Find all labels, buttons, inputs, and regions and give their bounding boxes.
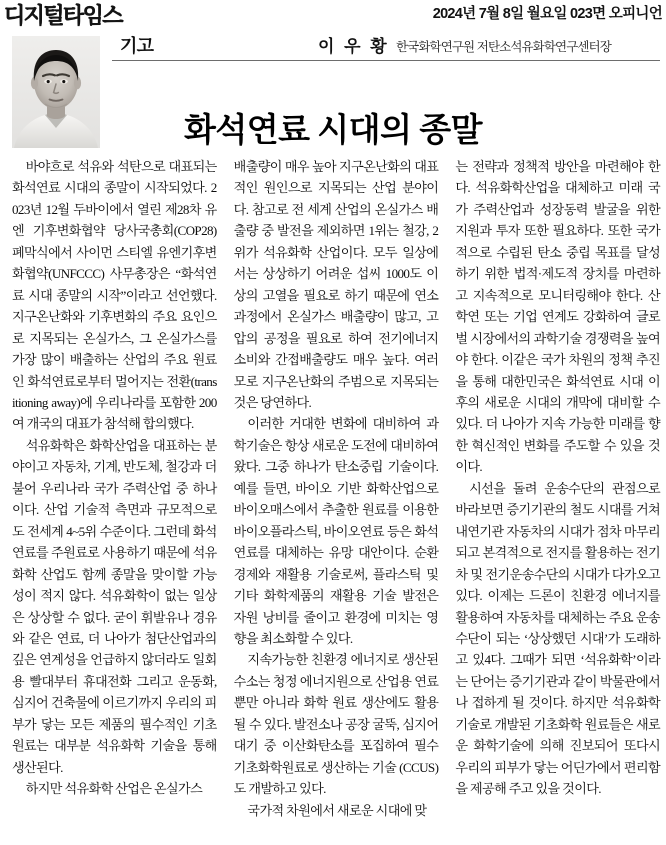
paragraph: 석유화학은 화학산업을 대표하는 분야이고 자동차, 기계, 반도체, 철강과 더불어 우리나라 국가 주력산업 중 하나이다. 산업 기술적 측면과 규모적으로도 전세계 4~5위 수준이다. 그런데 화석연료를 주원료로 사용하기 때문에 석유화학 산업도 함께 종말을 맞이할 가능성이 적지 않다. 석유화학이 없는 일상은 상상할 수 없다. 굳이 휘발유나 경유와 같은 연료, 더 나아가 첨단산업과의 깊은 연계성을 언급하지 않더라도 일회용 빨대부터 휴대전화 그리고 운동화, 심지어 건축물에 이르기까지 우리의 피부가 닿는 모든 제품의 필수적인 기초원료는 대부분 석유화학 기술을 통해 생산된다.: [12, 437, 217, 775]
paragraph: 이러한 거대한 변화에 대비하여 과학기술은 항상 새로운 도전에 대비하여 왔다. 그중 하나가 탄소중립 기술이다. 예를 들면, 바이오 기반 화학산업으로 바이오매스에서 추출한 원료를 이용한 바이오플라스틱, 바이오연료 등은 화석연료를 대체하는 유망 대안이다. 순환 경제와 재활용 기술로써, 플라스틱 및 기타 화학제품의 재활용 기술 발전은 자원 낭비를 줄이고 환경에 미치는 영향을 최소화할 수 있다.: [233, 416, 439, 646]
dateline: 2024년 7월 8일 월요일 023면 오피니언: [432, 6, 662, 22]
paragraph: 배출량이 매우 높아 지구온난화의 대표적인 원인으로 지목되는 산업 분야이다. 참고로 전 세계 산업의 온실가스 배출량 중 발전을 제외하면 1위는 철강, 2위가 석유화학 산업이다. 모두 일상에서는 상상하기 어려운 섭씨 1000도 이상의 고열을 필요로 하기 때문에 연소 과정에서 온실가스 배출량이 많고, 고압의 공정을 필요로 하여 전기에너지 소비와 간접배출량도 매우 높다. 여러모로 지구온난화의 주범으로 지목되는 것은 당연하다.: [233, 159, 439, 410]
article-column-3: [455, 156, 660, 836]
article-body: [12, 156, 660, 836]
paragraph: 는 전략과 정책적 방안을 마련해야 한다. 석유화학산업을 대체하고 미래 국가 주력산업과 성장동력 발굴을 위한 지원과 투자 또한 필요하다. 또한 국가적으로 수립된 탄소 중립 목표를 달성하기 위한 법적·제도적 장치를 마련하고 지속적으로 모니터링해야 한다. 산학연 또는 기업 연계도 강화하여 글로벌 시장에서의 과학기술 경쟁력을 높여야 한다. 이같은 국가 차원의 정책 추진을 통해 대한민국은 화석연료 시대 이후의 새로운 시대의 개막에 대비할 수 있다. 더 나아가 지속 가능한 미래를 향한 혁신적인 변화를 주도할 수 있을 것이다.: [455, 159, 661, 475]
newspaper-logo[interactable]: 디지털타임스: [4, 3, 122, 28]
article-kind-label: 기고: [120, 36, 154, 56]
masthead: [0, 0, 666, 28]
paragraph: 국가적 차원에서 새로운 시대에 맞: [247, 802, 427, 818]
article-column-2: [234, 156, 439, 836]
author-name: 이 우 황: [318, 37, 390, 56]
paragraph: 바야흐로 석유와 석탄으로 대표되는 화석연료 시대의 종말이 시작되었다. 2023년 12월 두바이에서 열린 제28차 유엔 기후변화협약 당사국총회(COP28) 폐막식에서 사이먼 스티엘 유엔기후변화협약(UNFCCC) 사무총장은 “화석연료 시대 종말의 시작”이라고 선언했다. 지구온난화와 기후변화의 주요 요인으로 지목되는 온실가스, 그 온실가스를 가장 많이 배출하는 산업의 주요 원료인 화석연료로부터 멀어지는 전환(transitioning away)에 우리나라를 포함한 200여 개국의 대표가 참석해 합의했다.: [12, 159, 217, 432]
byline-divider: [112, 60, 660, 61]
paragraph: 하지만 석유화학 산업은 온실가스: [25, 781, 203, 797]
paragraph: 지속가능한 친환경 에너지로 생산된 수소는 청정 에너지원으로 산업용 연료뿐만 아니라 화학 원료 생산에도 활용될 수 있다. 발전소나 공장 굴뚝, 심지어 대기 중 이산화탄소를 포집하여 필수 기초화학원료로 생산하는 기술 (CCUS)도 개발하고 있다.: [233, 652, 439, 797]
author-affiliation: 한국화학연구원 저탄소석유화학연구센터장: [396, 40, 611, 54]
article-column-1: [12, 156, 217, 836]
page-title: 화석연료 시대의 종말: [184, 113, 482, 150]
paragraph: 시선을 돌려 운송수단의 관점으로 바라보면 증기기관의 철도 시대를 거쳐 내연기관 자동차의 시대가 점차 마무리되고 본격적으로 전지를 활용하는 전기차 및 전기운송수단의 시대가 다가오고 있다. 이제는 드론이 친환경 에너지를 활용하여 자동차를 대체하는 주요 운송수단이 되는 ‘상상했던 시대’가 도래하고 있4다. 그때가 되면 ‘석유화학’이라는 단어는 증기기관과 같이 박물관에서나 접하게 될 것이다. 하지만 석유화학 기술로 개발된 기초화학 원료들은 새로운 화학기술에 의해 진보되어 또다시 우리의 피부가 닿는 어딘가에서 편리함을 제공해 주고 있을 것이다.: [455, 480, 661, 797]
